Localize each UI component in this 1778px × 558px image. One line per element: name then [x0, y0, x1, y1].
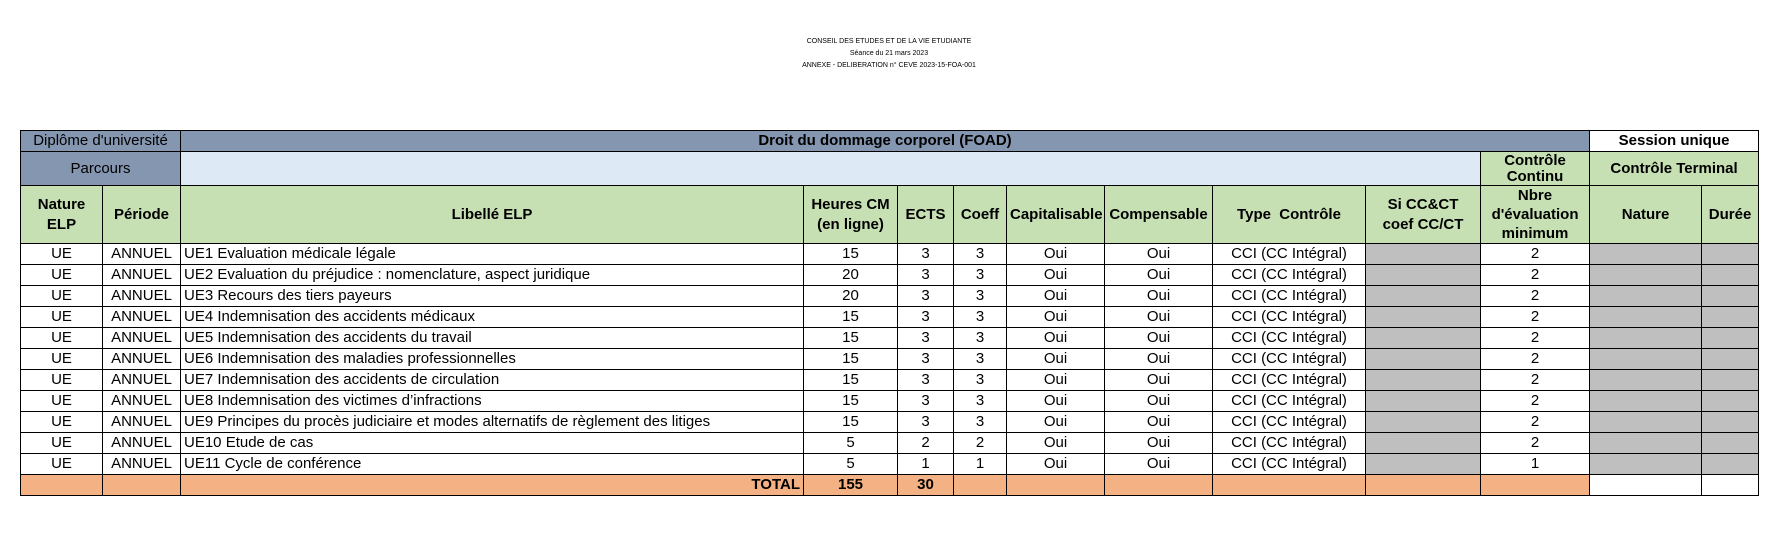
col-nature: Nature: [1590, 186, 1702, 244]
cell-ects: 3: [898, 244, 954, 265]
ue-rows: [21, 244, 1759, 475]
cell-periode: ANNUEL: [103, 454, 181, 475]
table-row: [21, 328, 1759, 349]
cell-compensable: Oui: [1105, 370, 1213, 391]
cell-nature: UE: [21, 391, 103, 412]
cell-periode: ANNUEL: [103, 244, 181, 265]
cell-libelle: UE3 Recours des tiers payeurs: [181, 286, 804, 307]
cell-compensable: Oui: [1105, 349, 1213, 370]
cell-libelle: UE11 Cycle de conférence: [181, 454, 804, 475]
cell-coeff: 3: [954, 349, 1007, 370]
cell-nature-ct: [1590, 328, 1702, 349]
total-empty-cell: [954, 475, 1007, 496]
cell-compensable: Oui: [1105, 391, 1213, 412]
document-header: [0, 36, 1778, 72]
cell-nbre-evaluation: 2: [1481, 433, 1590, 454]
cell-periode: ANNUEL: [103, 307, 181, 328]
cell-compensable: Oui: [1105, 433, 1213, 454]
cell-ects: 3: [898, 307, 954, 328]
table-row: [21, 349, 1759, 370]
deliberation-reference: ANNEXE - DELIBERATION n° CEVE 2023-15-FOA-001: [802, 62, 976, 69]
cell-heures: 15: [804, 370, 898, 391]
cell-type-controle: CCI (CC Intégral): [1213, 412, 1366, 433]
col-heures-line1: Heures CM: [811, 195, 890, 213]
cell-heures: 5: [804, 433, 898, 454]
cell-ects: 1: [898, 454, 954, 475]
cell-si-cc-ct: [1366, 286, 1481, 307]
cell-nbre-evaluation: 2: [1481, 244, 1590, 265]
cell-si-cc-ct: [1366, 391, 1481, 412]
col-capitalisable: Capitalisable: [1007, 186, 1105, 244]
cell-nature: UE: [21, 454, 103, 475]
col-type-controle: Type Contrôle: [1213, 186, 1366, 244]
cell-coeff: 3: [954, 244, 1007, 265]
table-row: [21, 454, 1759, 475]
cell-heures: 15: [804, 307, 898, 328]
cell-ects: 2: [898, 433, 954, 454]
cell-si-cc-ct: [1366, 307, 1481, 328]
cell-nbre-evaluation: 2: [1481, 307, 1590, 328]
cell-heures: 15: [804, 349, 898, 370]
table-row: [21, 265, 1759, 286]
table-row: [21, 433, 1759, 454]
cell-duree-ct: [1702, 349, 1759, 370]
cell-type-controle: CCI (CC Intégral): [1213, 265, 1366, 286]
cell-nbre-evaluation: 2: [1481, 265, 1590, 286]
col-heures-line2: (en ligne): [817, 215, 884, 233]
cell-libelle: UE10 Etude de cas: [181, 433, 804, 454]
cell-libelle: UE1 Evaluation médicale légale: [181, 244, 804, 265]
cell-nature: UE: [21, 307, 103, 328]
col-coeff: Coeff: [954, 186, 1007, 244]
cell-heures: 15: [804, 244, 898, 265]
cell-coeff: 2: [954, 433, 1007, 454]
cell-nature-ct: [1590, 391, 1702, 412]
cell-coeff: 3: [954, 265, 1007, 286]
cell-capitalisable: Oui: [1007, 307, 1105, 328]
parcours-label: Parcours: [21, 152, 181, 186]
total-empty-cell: [1481, 475, 1590, 496]
cell-capitalisable: Oui: [1007, 244, 1105, 265]
parcours-value: [181, 152, 1481, 186]
cell-nature-ct: [1590, 412, 1702, 433]
cell-ects: 3: [898, 265, 954, 286]
table-row: [21, 307, 1759, 328]
cell-periode: ANNUEL: [103, 370, 181, 391]
col-si-line1: Si CC&CT: [1387, 195, 1459, 213]
cell-type-controle: CCI (CC Intégral): [1213, 433, 1366, 454]
col-libelle: Libellé ELP: [181, 186, 804, 244]
cell-coeff: 1: [954, 454, 1007, 475]
col-nature-elp: Nature ELP: [21, 186, 103, 244]
cell-coeff: 3: [954, 286, 1007, 307]
total-empty-cell: [1105, 475, 1213, 496]
total-row: [21, 475, 1759, 496]
cell-nature-ct: [1590, 370, 1702, 391]
cell-libelle: UE9 Principes du procès judiciaire et modes alternatifs de règlement des litiges: [181, 412, 804, 433]
total-heures: 155: [804, 475, 898, 496]
cell-libelle: UE4 Indemnisation des accidents médicaux: [181, 307, 804, 328]
cell-nature-ct: [1590, 307, 1702, 328]
cell-nbre-evaluation: 2: [1481, 328, 1590, 349]
cell-libelle: UE6 Indemnisation des maladies professionnelles: [181, 349, 804, 370]
cell-duree-ct: [1702, 286, 1759, 307]
cell-nbre-evaluation: 1: [1481, 454, 1590, 475]
cell-ects: 3: [898, 412, 954, 433]
cell-capitalisable: Oui: [1007, 412, 1105, 433]
cell-type-controle: CCI (CC Intégral): [1213, 328, 1366, 349]
cell-type-controle: CCI (CC Intégral): [1213, 370, 1366, 391]
cell-type-controle: CCI (CC Intégral): [1213, 454, 1366, 475]
cell-compensable: Oui: [1105, 244, 1213, 265]
cell-periode: ANNUEL: [103, 328, 181, 349]
cell-nature: UE: [21, 349, 103, 370]
cell-capitalisable: Oui: [1007, 370, 1105, 391]
cell-capitalisable: Oui: [1007, 286, 1105, 307]
cell-ects: 3: [898, 349, 954, 370]
cell-si-cc-ct: [1366, 454, 1481, 475]
cell-ects: 3: [898, 328, 954, 349]
col-nbre-evaluation: [1481, 186, 1590, 244]
cell-capitalisable: Oui: [1007, 349, 1105, 370]
cell-ects: 3: [898, 286, 954, 307]
cell-nature-ct: [1590, 433, 1702, 454]
cell-nature-ct: [1590, 244, 1702, 265]
col-nbre-line2: d'évaluation: [1491, 206, 1579, 223]
cell-duree-ct: [1702, 307, 1759, 328]
cell-periode: ANNUEL: [103, 433, 181, 454]
table-row: [21, 286, 1759, 307]
cell-nature: UE: [21, 433, 103, 454]
cell-duree-ct: [1702, 244, 1759, 265]
cell-duree-ct: [1702, 265, 1759, 286]
cell-compensable: Oui: [1105, 265, 1213, 286]
cell-type-controle: CCI (CC Intégral): [1213, 286, 1366, 307]
cell-heures: 15: [804, 328, 898, 349]
total-empty-cell: [103, 475, 181, 496]
table-row: [21, 391, 1759, 412]
total-empty-cell: [1366, 475, 1481, 496]
annexe-table: [20, 130, 1759, 496]
cell-heures: 15: [804, 412, 898, 433]
cell-coeff: 3: [954, 328, 1007, 349]
table-row: [21, 370, 1759, 391]
total-empty-cell: [1213, 475, 1366, 496]
cell-heures: 20: [804, 286, 898, 307]
total-ects: 30: [898, 475, 954, 496]
cell-nature-ct: [1590, 286, 1702, 307]
cell-coeff: 3: [954, 412, 1007, 433]
diplome-label: Diplôme d'université: [21, 131, 181, 152]
cell-duree-ct: [1702, 433, 1759, 454]
cell-nbre-evaluation: 2: [1481, 349, 1590, 370]
cell-nature: UE: [21, 244, 103, 265]
cell-si-cc-ct: [1366, 328, 1481, 349]
cell-duree-ct: [1702, 454, 1759, 475]
cell-si-cc-ct: [1366, 349, 1481, 370]
cell-nature-ct: [1590, 454, 1702, 475]
cell-nature: UE: [21, 328, 103, 349]
cell-si-cc-ct: [1366, 370, 1481, 391]
col-duree: Durée: [1702, 186, 1759, 244]
cell-nbre-evaluation: 2: [1481, 370, 1590, 391]
total-empty-cell: [1590, 475, 1702, 496]
diplome-title: Droit du dommage corporel (FOAD): [181, 131, 1590, 152]
column-header-row: [21, 186, 1759, 244]
cell-nbre-evaluation: 2: [1481, 391, 1590, 412]
cell-heures: 15: [804, 391, 898, 412]
cell-nature-ct: [1590, 265, 1702, 286]
cell-duree-ct: [1702, 391, 1759, 412]
cell-si-cc-ct: [1366, 244, 1481, 265]
table-row: [21, 244, 1759, 265]
council-title: CONSEIL DES ETUDES ET DE LA VIE ETUDIANTE: [806, 38, 972, 45]
col-heures-cm: [804, 186, 898, 244]
cell-capitalisable: Oui: [1007, 454, 1105, 475]
cell-libelle: UE7 Indemnisation des accidents de circulation: [181, 370, 804, 391]
cell-libelle: UE8 Indemnisation des victimes d’infractions: [181, 391, 804, 412]
cell-si-cc-ct: [1366, 265, 1481, 286]
total-empty-cell: [1702, 475, 1759, 496]
cell-compensable: Oui: [1105, 307, 1213, 328]
diplome-row: [21, 131, 1759, 152]
cell-heures: 20: [804, 265, 898, 286]
cell-type-controle: CCI (CC Intégral): [1213, 349, 1366, 370]
cell-nature-ct: [1590, 349, 1702, 370]
session-label: Session unique: [1590, 131, 1759, 152]
cell-capitalisable: Oui: [1007, 391, 1105, 412]
cell-periode: ANNUEL: [103, 412, 181, 433]
cell-nature: UE: [21, 286, 103, 307]
cell-ects: 3: [898, 391, 954, 412]
cell-periode: ANNUEL: [103, 391, 181, 412]
table-row: [21, 412, 1759, 433]
cell-libelle: UE5 Indemnisation des accidents du travail: [181, 328, 804, 349]
cell-compensable: Oui: [1105, 328, 1213, 349]
cell-coeff: 3: [954, 391, 1007, 412]
cell-type-controle: CCI (CC Intégral): [1213, 307, 1366, 328]
cell-type-controle: CCI (CC Intégral): [1213, 244, 1366, 265]
cell-duree-ct: [1702, 328, 1759, 349]
cell-capitalisable: Oui: [1007, 328, 1105, 349]
col-ects: ECTS: [898, 186, 954, 244]
cell-nature: UE: [21, 412, 103, 433]
cell-periode: ANNUEL: [103, 286, 181, 307]
col-si-line2: coef CC/CT: [1382, 215, 1464, 233]
cell-compensable: Oui: [1105, 286, 1213, 307]
cell-nbre-evaluation: 2: [1481, 286, 1590, 307]
total-empty-cell: [1007, 475, 1105, 496]
cell-compensable: Oui: [1105, 412, 1213, 433]
col-periode: Période: [103, 186, 181, 244]
cell-type-controle: CCI (CC Intégral): [1213, 391, 1366, 412]
cell-periode: ANNUEL: [103, 349, 181, 370]
parcours-row: [21, 152, 1759, 186]
cell-duree-ct: [1702, 412, 1759, 433]
cell-duree-ct: [1702, 370, 1759, 391]
col-compensable: Compensable: [1105, 186, 1213, 244]
cell-periode: ANNUEL: [103, 265, 181, 286]
col-nbre-line3: minimum: [1501, 225, 1569, 242]
total-label: TOTAL: [181, 475, 804, 496]
cell-nbre-evaluation: 2: [1481, 412, 1590, 433]
cell-si-cc-ct: [1366, 433, 1481, 454]
cell-ects: 3: [898, 370, 954, 391]
controle-continu-label: Contrôle Continu: [1481, 152, 1590, 186]
cell-coeff: 3: [954, 307, 1007, 328]
cell-capitalisable: Oui: [1007, 433, 1105, 454]
total-empty-cell: [21, 475, 103, 496]
controle-terminal-label: Contrôle Terminal: [1590, 152, 1759, 186]
col-si-cc-ct: [1366, 186, 1481, 244]
cell-heures: 5: [804, 454, 898, 475]
cell-compensable: Oui: [1105, 454, 1213, 475]
col-nbre-line1: Nbre: [1517, 187, 1553, 204]
cell-libelle: UE2 Evaluation du préjudice : nomenclature, aspect juridique: [181, 265, 804, 286]
cell-nature: UE: [21, 265, 103, 286]
cell-si-cc-ct: [1366, 412, 1481, 433]
cell-nature: UE: [21, 370, 103, 391]
cell-coeff: 3: [954, 370, 1007, 391]
cell-capitalisable: Oui: [1007, 265, 1105, 286]
session-date: Séance du 21 mars 2023: [849, 50, 929, 57]
